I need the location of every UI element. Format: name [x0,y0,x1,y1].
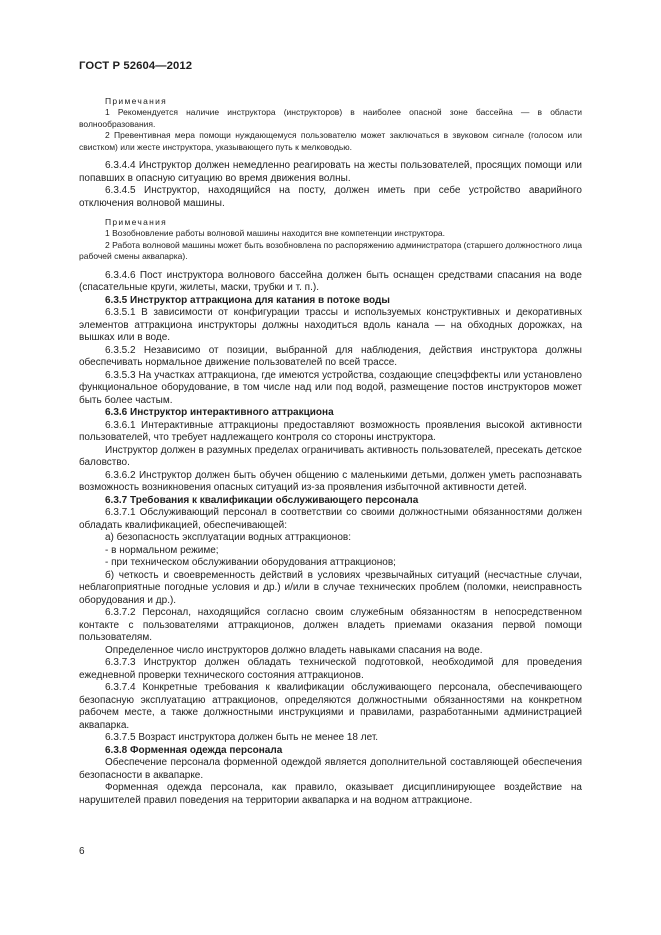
paragraph: Инструктор должен в разумных пределах ограничивать активность пользователей, пресекать детское баловство. [79,444,582,469]
section-heading: 6.3.5 Инструктор аттракциона для катания в потоке воды [105,294,390,306]
paragraph: 6.3.7.2 Персонал, находящийся согласно своим служебным обязанностям в непосредственном контакте с пользователями аттракционов, должен владеть приемами оказания первой помощи пользователям. [79,607,582,644]
section-heading: 6.3.7 Требования к квалификации обслуживающего персонала [105,494,419,506]
paragraph: 6.3.6.1 Интерактивные аттракционы предоставляют возможность проявления высокой активности пользователей, что требует надлежащего контроля со стороны инструктора. [79,419,582,444]
notes-heading: Примечания [105,96,168,106]
paragraph: Обеспечение персонала форменной одеждой является дополнительной составляющей обеспечения безопасности в аквапарке. [79,757,582,781]
paragraph: 6.3.5.3 На участках аттракциона, где имеются устройства, создающие спецэффекты или установлено функциональное оборудование, в том числе над или под водой, размещение постов инструкторов может быть более частым. [79,369,582,406]
document-body [79,96,582,807]
list-item: а) безопасность эксплуатации водных аттракционов: [105,532,351,544]
list-item: б) четкость и своевременность действий в условиях чрезвычайных ситуаций (несчастные случаи, неблагоприятные погодные условия и др.) и/или в случае технических проблем (поломки, неисправность оборудования и др.). [79,569,582,606]
note-item: 2 Превентивная мера помощи нуждающемуся пользователю может заключаться в звуковом сигнале (голосом или свистком) или жесте инструктора, указывающего путь к мелководью. [79,130,582,152]
note-item: 2 Работа волновой машины может быть возобновлена по распоряжению администратора (старшего должностного лица рабочей смены аквапарка). [79,239,582,262]
document-title: ГОСТ Р 52604—2012 [79,60,193,72]
note-item: 1 Возобновление работы волновой машины находится вне компетенции инструктора. [105,228,446,239]
paragraph: 6.3.4.4 Инструктор должен немедленно реагировать на жесты пользователей, просящих помощи или попавших в опасную ситуацию во время движения волны. [79,160,582,184]
paragraph: 6.3.5.1 В зависимости от конфигурации трассы и используемых конструктивных и декоративных элементов аттракциона инструкторы должны находиться вдоль канала — на обходных дорожках, на вышках или в воде. [79,307,582,344]
paragraph: 6.3.7.1 Обслуживающий персонал в соответствии со своими должностными обязанностями должен обладать квалификацией, обеспечивающей: [79,507,582,531]
paragraph: Форменная одежда персонала, как правило, оказывает дисциплинирующее воздействие на нарушителей правил поведения на территории аквапарка и на водном аттракционе. [79,782,582,806]
paragraph: Определенное число инструкторов должно владеть навыками спасания на воде. [105,644,483,656]
section-heading: 6.3.6 Инструктор интерактивного аттракциона [105,407,334,419]
paragraph: 6.3.4.5 Инструктор, находящийся на посту, должен иметь при себе устройство аварийного отключения волновой машины. [79,185,582,209]
paragraph: 6.3.7.4 Конкретные требования к квалификации обслуживающего персонала, обеспечивающего безопасную эксплуатацию аттракционов, определяются должностными обязанностями на конкретном рабочем месте, а также должностными инструкциями и правилами, разработанными администрацией аквапарка. [79,682,582,731]
page-number: 6 [79,846,85,857]
paragraph: 6.3.7.5 Возраст инструктора должен быть не менее 18 лет. [105,732,379,744]
paragraph: 6.3.7.3 Инструктор должен обладать технической подготовкой, необходимой для проведения ежедневной проверки технического состояния аттракционов. [79,657,582,681]
paragraph: 6.3.6.2 Инструктор должен быть обучен общению с маленькими детьми, должен уметь распознавать возможность возникновения опасных ситуаций из-за проявления избыточной активности детей. [79,469,582,494]
paragraph: 6.3.5.2 Независимо от позиции, выбранной для наблюдения, действия инструктора должны обеспечивать нормальное движение пользователей по всей трассе. [79,344,582,369]
notes-heading: Примечания [105,217,168,228]
list-item: - при техническом обслуживании оборудования аттракционов; [105,557,396,569]
paragraph: 6.3.4.6 Пост инструктора волнового бассейна должен быть оснащен средствами спасания на воде (спасательные круги, жилеты, маски, трубки и т. п.). [79,269,582,294]
list-item: - в нормальном режиме; [105,544,219,556]
note-item: 1 Рекомендуется наличие инструктора (инструкторов) в наиболее опасной зоне бассейна — в области волнообразования. [79,107,582,129]
section-heading: 6.3.8 Форменная одежда персонала [105,744,283,756]
